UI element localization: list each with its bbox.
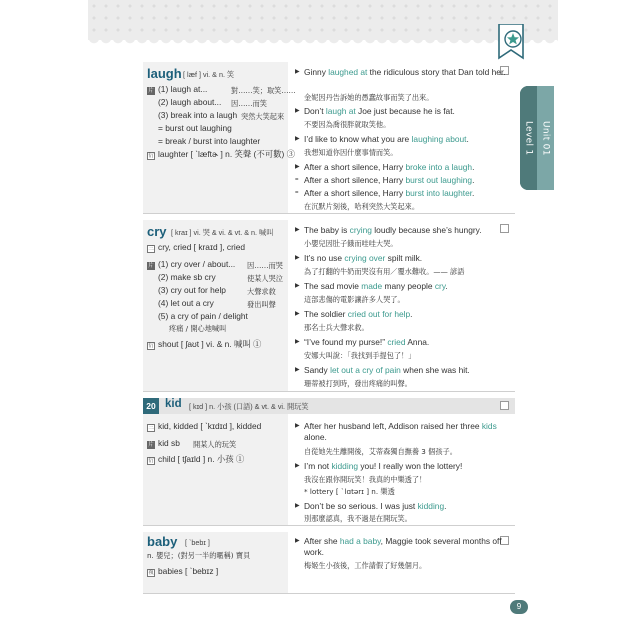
equals-icon: = — [295, 190, 299, 196]
bullet-icon: ▶ — [295, 463, 300, 469]
entry-cry — [143, 220, 515, 392]
bullet-icon: ▶ — [295, 164, 300, 170]
example-sentence: ▶ After her husband left, Addison raised her three kids alone. — [295, 421, 497, 442]
phrase-en: (5) a cry of pain / delight — [158, 311, 248, 321]
phrase-zh: 大聲求救 — [247, 287, 276, 296]
example-sentence: = After a short silence, Harry burst into laughter. — [295, 188, 475, 198]
phrase-en: = burst out laughing — [158, 123, 232, 133]
example-translation: 小嬰兒因肚子餓而哇哇大哭。 — [304, 239, 398, 248]
bullet-icon: ▶ — [295, 311, 300, 317]
entry-number: 20 — [143, 398, 159, 414]
vocab-note: * lottery [ ˋlɑtərɪ ] n. 樂透 — [304, 487, 395, 496]
entry-laugh — [143, 62, 515, 214]
phrase-zh: 對……笑；取笑…… — [231, 86, 296, 95]
level-label: Level 1 — [523, 120, 534, 156]
definition: n. 嬰兒；(對另一半的暱稱) 寶貝 — [147, 551, 251, 560]
bullet-icon: ▶ — [295, 69, 300, 75]
bullet-icon: ▶ — [295, 339, 300, 345]
headword: kid — [165, 398, 182, 410]
phrase-en: kid sb — [158, 438, 180, 448]
bullet-icon: ▶ — [295, 108, 300, 114]
bullet-icon: ▶ — [295, 503, 300, 509]
phrase-zh: 開某人的玩笑 — [193, 440, 237, 449]
derivative: child [ tʃaɪld ] n. 小孩 ① — [158, 454, 245, 464]
phrase-en: (1) cry over / about... — [158, 259, 236, 269]
example-translation: 在沉默片刻後，哈利突然大笑起來。 — [304, 202, 420, 211]
bullet-icon: ▶ — [295, 283, 300, 289]
derivative-icon: 衍 — [148, 153, 154, 159]
pronunciation: [ ˋbebɪ ] — [185, 538, 210, 547]
example-translation: 我沒在跟你開玩笑！我真的中樂透了！ — [304, 475, 427, 484]
phrase-zh: 因……而哭 — [247, 261, 283, 270]
entry-baby-panel — [143, 532, 288, 593]
page-number: 9 — [510, 600, 528, 614]
checkbox[interactable] — [500, 401, 509, 410]
phrase-en: (2) make sb cry — [158, 272, 216, 282]
example-sentence: ▶ The soldier cried out for help. — [295, 309, 413, 319]
example-sentence: ▶ I’m not kidding you! I really won the lottery! — [295, 461, 463, 471]
entry-laugh-panel — [143, 62, 296, 213]
phrase-zh: 因……而笑 — [231, 99, 267, 108]
example-translation: 金妮因丹告訴她的愚蠢故事而笑了出來。 — [304, 93, 434, 102]
forms-icon: 三 — [148, 425, 154, 431]
phrase-en: (3) cry out for help — [158, 285, 226, 295]
example-translation: 別那麼認真，我不過是在開玩笑。 — [304, 514, 412, 523]
example-translation: 自從她先生離開後，艾蒂森獨自撫養 3 個孩子。 — [304, 447, 457, 456]
bullet-icon: ▶ — [295, 227, 300, 233]
example-translation: 為了打翻的牛奶而哭沒有用／覆水難收。—— 諺語 — [304, 267, 465, 276]
phrase-en: (2) laugh about... — [158, 97, 222, 107]
phrase-icon: 片 — [148, 263, 154, 269]
headword: baby — [147, 534, 178, 549]
example-sentence: ▶ The sad movie made many people cry. — [295, 281, 448, 291]
example-translation: 梅姬生小孩後，工作請假了好幾個月。 — [304, 561, 427, 570]
forms-icon: 三 — [148, 246, 154, 252]
phrase-en: (4) let out a cry — [158, 298, 214, 308]
phrase-en: (1) laugh at... — [158, 84, 208, 94]
unit-label: Unit 01 — [540, 120, 551, 156]
entry-cry-panel — [143, 220, 288, 391]
example-sentence: ▶ I’d like to know what you are laughing about. — [295, 134, 469, 144]
example-translation: 這部悲傷的電影讓許多人哭了。 — [304, 295, 405, 304]
bullet-icon: ▶ — [295, 538, 300, 544]
level-unit-tab[interactable] — [520, 86, 554, 190]
example-sentence: ▶ Sandy let out a cry of pain when she was hit. — [295, 365, 470, 375]
example-sentence: ▶ Don’t be so serious. I was just kidding. — [295, 501, 447, 511]
headword: laugh — [147, 66, 182, 81]
bullet-icon: ▶ — [295, 136, 300, 142]
phrase-en: (3) break into a laugh — [158, 110, 238, 120]
example-sentence: = After a short silence, Harry burst out laughing. — [295, 175, 475, 185]
phrase-icon: 片 — [148, 442, 154, 448]
example-translation: 珊蒂被打到時，發出疼痛的叫聲。 — [304, 379, 412, 388]
phrase-zh: 疼痛 / 開心地喊叫 — [169, 324, 227, 333]
pronunciation: [ læf ] vi. & n. 笑 — [183, 70, 235, 79]
example-translation: 安娜大叫說：「我找到手提包了！」 — [304, 351, 416, 360]
derivative: shout [ ʃaʊt ] vi. & n. 喊叫 ① — [158, 339, 262, 349]
plural-icon: 複 — [148, 570, 154, 576]
bullet-icon: ▶ — [295, 423, 300, 429]
derivative: laughter [ ˋlæftɚ ] n. 笑聲 (不可數) ③ — [158, 149, 295, 159]
bullet-icon: ▶ — [295, 367, 300, 373]
star-bookmark-icon — [497, 24, 525, 60]
example-sentence: ▶ The baby is crying loudly because she’s hungry. — [295, 225, 482, 235]
verb-forms: cry, cried [ kraɪd ], cried — [158, 242, 246, 252]
example-translation: 我想知道你因什麼事情而笑。 — [304, 148, 398, 157]
plural-form: babies [ ˋbebɪz ] — [158, 566, 219, 576]
phrase-icon: 片 — [148, 88, 154, 94]
entry-baby — [143, 532, 515, 594]
pronunciation: [ kraɪ ] vi. 哭 & vi. & vt. & n. 喊叫 — [171, 228, 274, 237]
example-translation: 那名士兵大聲求救。 — [304, 323, 369, 332]
example-sentence: ▶ Ginny laughed at the ridiculous story that Dan told her. — [295, 67, 506, 77]
example-sentence: ▶ After a short silence, Harry broke into a laugh. — [295, 162, 475, 172]
verb-forms: kid, kidded [ ˋkɪdɪd ], kidded — [158, 421, 262, 431]
headword: cry — [147, 224, 167, 239]
header-pattern — [88, 0, 558, 40]
example-sentence: ▶ Don’t laugh at Joe just because he is fat. — [295, 106, 455, 116]
phrase-zh: 發出叫聲 — [247, 300, 276, 309]
example-sentence: ▶ It’s no use crying over spilt milk. — [295, 253, 423, 263]
pronunciation: [ kɪd ] n. 小孩 (口語) & vt. & vi. 開玩笑 — [189, 402, 309, 411]
example-sentence: ▶ After she had a baby, Maggie took several months off work. — [295, 536, 502, 557]
phrase-zh: 使某人哭泣 — [247, 274, 283, 283]
equals-icon: = — [295, 177, 299, 183]
example-translation: 不要因為喬很胖就取笑他。 — [304, 120, 391, 129]
phrase-zh: 突然大笑起來 — [241, 112, 285, 121]
derivative-icon: 衍 — [148, 458, 154, 464]
entry-kid-panel — [143, 414, 288, 525]
entry-kid-header — [143, 398, 515, 414]
entry-kid — [143, 414, 515, 526]
bullet-icon: ▶ — [295, 255, 300, 261]
example-sentence: ▶ “I’ve found my purse!” cried Anna. — [295, 337, 430, 347]
derivative-icon: 衍 — [148, 343, 154, 349]
phrase-en: = break / burst into laughter — [158, 136, 261, 146]
